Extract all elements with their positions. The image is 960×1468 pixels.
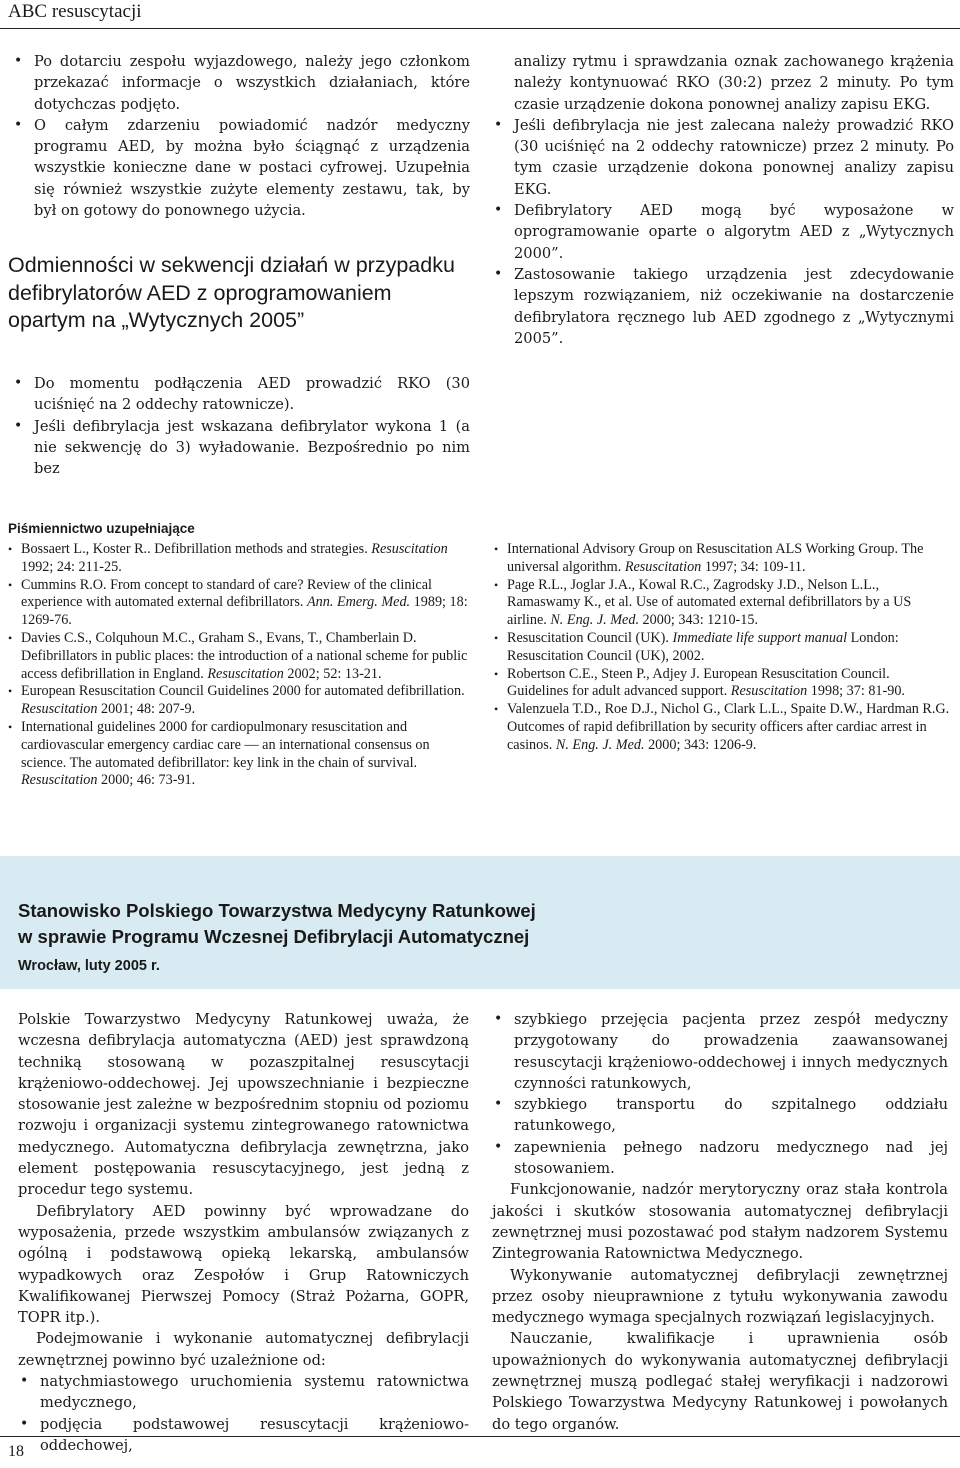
reference-item <box>494 630 954 666</box>
statement-title-line2: w sprawie Programu Wczesnej Defibrylacji Automatycznej <box>18 926 530 947</box>
reference-journal: Immediate life support manual <box>672 629 848 646</box>
journal-title: ABC resuscytacji <box>8 1 142 22</box>
reference-text: Page R.L., Joglar J.A., Kowal R.C., Zagrodsky J.D., Nelson L.L., Ramaswamy K., et al. Use of automated external defibrillators by a US airline. <box>507 576 912 629</box>
reference-citation: London: Resuscitation Council (UK), 2002. <box>507 629 899 664</box>
reference-item <box>494 701 954 754</box>
reference-journal: Ann. Emerg. Med. <box>307 594 411 611</box>
list-item: • podjęcia podstawowej resuscytacji krążeniowo-oddechowej, <box>18 1414 469 1457</box>
paragraph: Defibrylatory AED powinny być wprowadzane do wyposażenia, przede wszystkim ambulansów związanych z ogólną i podstawową opieką lekarską, ambulansów wypadkowych oraz Zespołów i Grup Ratowniczych Kwalifikowanej Pierwszej Pomocy (Straż Pożarna, GOPR, TOPR itp.). <box>18 1202 469 1327</box>
reference-journal: Resuscitation <box>21 772 98 789</box>
reference-item <box>494 577 954 630</box>
reference-citation: 1992; 24: 211-25. <box>21 558 122 575</box>
references-right <box>494 541 954 755</box>
statement-left-column <box>18 1009 469 1456</box>
paragraph: Wykonywanie automatycznej defibrylacji zewnętrznej przez osoby nieuprawnione z tytułu wykonywania zawodu medycznego wymaga specjalnych rozwiązań legislacyjnych. <box>492 1266 948 1327</box>
list-item: • Do momentu podłączenia AED prowadzić RKO (30 uciśnięć na 2 oddechy ratownicze). <box>8 373 470 416</box>
reference-item <box>494 666 954 702</box>
reference-text: International Advisory Group on Resuscitation ALS Working Group. The universal algorithm. <box>507 541 924 575</box>
reference-item <box>494 541 954 577</box>
list-item: • O całym zdarzeniu powiadomić nadzór medyczny programu AED, by można było ściągnąć z urządzenia wszystkie konieczne dane w postaci cyfrowej. Uzupełnia się również wszystkie zużyte elementy zestawu, tak, by był on gotowy do ponownego użycia. <box>8 115 470 221</box>
references-title: Piśmiennictwo uzupełniające <box>8 521 195 536</box>
list-item: • szybkiego transportu do szpitalnego oddziału ratunkowego, <box>492 1094 948 1137</box>
reference-citation: 2000; 343: 1206-9. <box>644 736 757 753</box>
reference-journal: N. Eng. J. Med. <box>555 736 645 753</box>
reference-citation: 1989; 18: 1269-76. <box>21 594 468 629</box>
left-column-top <box>8 51 470 221</box>
reference-item <box>8 630 478 683</box>
reference-citation: 1998; 37: 81-90. <box>807 683 905 700</box>
paragraph: Polskie Towarzystwo Medycyny Ratunkowej uważa, że wczesna defibrylacja automatyczna (AED) jest sprawdzoną techniką stosowaną w pozaszpitalnej resuscytacji krążeniowo-oddechowej. Jej upowszechnianie i bezpieczne stosowanie jest zależne w bezpośrednim stopniu od poziomu rozwoju i organizacji systemu zintegrowanego ratownictwa medycznego. Automatyczna defibrylacja zewnętrzna, jako element postępowania resuscytacyjnego, jest jedną z procedur tego systemu. <box>18 1011 469 1199</box>
right-column-top <box>488 51 954 349</box>
reference-journal: Resuscitation <box>730 683 808 700</box>
running-header <box>0 0 960 29</box>
footer-divider <box>0 1436 960 1437</box>
references-left <box>8 541 478 790</box>
paragraph: Funkcjonowanie, nadzór merytoryczny oraz stała kontrola jakości i skutków stosowania automatycznej defibrylacji zewnętrznej musi pozostawać pod stałym nadzorem Systemu Zintegrowania Ratownictwa Medycznego. <box>492 1181 948 1263</box>
reference-citation: 2002; 52: 13-21. <box>283 665 382 682</box>
reference-journal: Resuscitation <box>207 665 284 682</box>
page-number: 18 <box>8 1443 24 1460</box>
list-item: • natychmiastowego uruchomienia systemu ratownictwa medycznego, <box>18 1371 469 1414</box>
reference-text: Davies C.S., Colquhoun M.C., Graham S., Evans, T., Chamberlain D. Defibrillators in public places: the introduction of a national scheme for public access defibrillation in England. <box>21 629 468 682</box>
statement-title-line1: Stanowisko Polskiego Towarzystwa Medycyny Ratunkowej <box>18 900 536 921</box>
reference-citation: 2000; 46: 73-91. <box>97 772 196 789</box>
reference-citation: 2001; 48: 207-9. <box>97 701 196 718</box>
reference-item <box>8 683 478 719</box>
list-item: • Jeśli defibrylacja jest wskazana defibrylator wykona 1 (a nie sekwencję do 3) wyładowanie. Bezpośrednio po nim bez <box>8 416 470 480</box>
reference-item <box>8 541 478 577</box>
reference-journal: Resuscitation <box>624 558 702 575</box>
reference-text: Cummins R.O. From concept to standard of care? Review of the clinical experience with automated external defibrillators. <box>21 576 432 611</box>
reference-journal: Resuscitation <box>21 701 98 718</box>
list-item: • Jeśli defibrylacja nie jest zalecana należy prowadzić RKO (30 uciśnięć na 2 oddechy ratownicze) przez 2 minuty. Po tym czasie urządzenie dokona ponownej analizy zapisu EKG. <box>488 115 954 200</box>
reference-text: Bossaert L., Koster R.. Defibrillation methods and strategies. <box>21 541 372 557</box>
reference-text: International guidelines 2000 for cardiopulmonary resuscitation and cardiovascular emergency cardiac care — an international consensus on science. The automated defibrillator: key link in the chain of survival. <box>21 718 430 771</box>
reference-text: Robertson C.E., Steen P., Adjey J. European Resuscitation Council. Guidelines for adult advanced support. <box>507 665 890 700</box>
left-column-bottom <box>8 373 470 479</box>
list-item: • szybkiego przejęcia pacjenta przez zespół medyczny przygotowany do prowadzenia zaawansowanej resuscytacji krążeniowo-oddechowej i innych medycznych czynności ratunkowych, <box>492 1009 948 1094</box>
reference-item <box>8 577 478 630</box>
reference-journal: N. Eng. J. Med. <box>550 612 639 629</box>
reference-text: Valenzuela T.D., Roe D.J., Nichol G., Clark L.L., Spaite D.W., Hardman R.G. Outcomes of rapid defibrillation by security officers after cardiac arrest in casinos. <box>507 701 950 753</box>
list-item: • zapewnienia pełnego nadzoru medycznego nad jej stosowaniem. <box>492 1137 948 1180</box>
section-heading: Odmienności w sekwencji działań w przypadku defibrylatorów AED z oprogramowaniem opartym na „Wytycznych 2005” <box>8 253 455 332</box>
reference-text: European Resuscitation Council Guidelines 2000 for automated defibrillation. <box>21 683 465 700</box>
paragraph: Podejmowanie i wykonanie automatycznej defibrylacji zewnętrznej powinno być uzależnione od: <box>18 1330 469 1369</box>
reference-text: Resuscitation Council (UK). <box>507 629 673 646</box>
statement-right-column <box>492 1009 948 1435</box>
reference-item <box>8 719 478 790</box>
list-item: • Zastosowanie takiego urządzenia jest zdecydowanie lepszym rozwiązaniem, niż oczekiwanie na dostarczenie defibrylatora ręcznego lub AED zgodnego z „Wytycznymi 2005”. <box>488 264 954 349</box>
reference-citation: 2000; 343: 1210-15. <box>639 612 759 629</box>
reference-journal: Resuscitation <box>371 541 448 557</box>
list-item: • Po dotarciu zespołu wyjazdowego, należy jego członkom przekazać informacje o wszystkich działaniach, które dotychczas podjęto. <box>8 51 470 115</box>
continued-paragraph: analizy rytmu i sprawdzania oznak zachowanego krążenia należy kontynuować RKO (30:2) przez 2 minuty. Po tym czasie urządzenie dokona ponownej analizy zapisu EKG. <box>514 53 954 113</box>
paragraph: Nauczanie, kwalifikacje i uprawnienia osób upoważnionych do wykonywania automatycznej defibrylacji zewnętrznej muszą podlegać stałej weryfikacji i nadzorowi Polskiego Towarzystwa Medycyny Ratunkowej i powołanych do tego organów. <box>492 1330 948 1433</box>
reference-citation: 1997; 34: 109-11. <box>701 558 806 575</box>
statement-date: Wrocław, luty 2005 r. <box>18 958 160 974</box>
statement-title <box>18 898 718 950</box>
list-item: • Defibrylatory AED mogą być wyposażone w oprogramowanie oparte o algorytm AED z „Wytycznych 2000”. <box>488 200 954 264</box>
